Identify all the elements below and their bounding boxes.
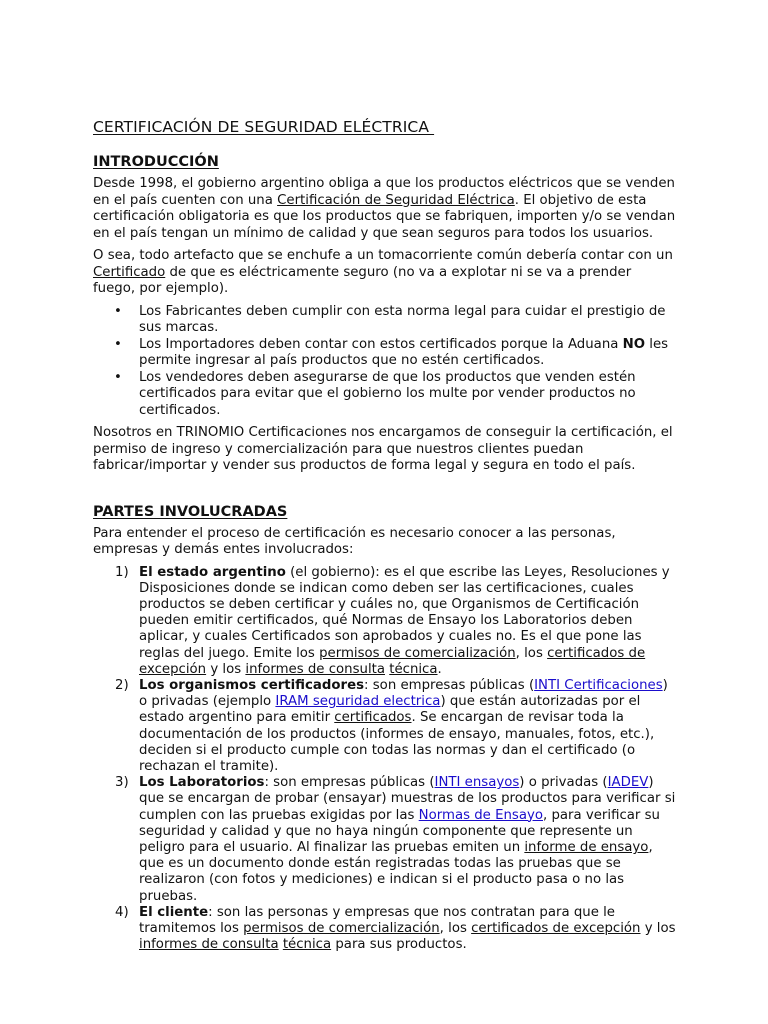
bullet-icon: • xyxy=(114,303,122,319)
certificacion-link[interactable]: Certificación de Seguridad Eléctrica xyxy=(277,192,515,208)
informe-de-ensayo-link[interactable]: informe de ensayo xyxy=(524,839,649,855)
list-item-cliente: 4) El cliente: son las personas y empresas que nos contratan para que le tramitemos los permisos de comercialización, los certificados de excepción y los informes de consulta técnica para sus productos. xyxy=(115,904,676,953)
intro-paragraph-3: Nosotros en TRINOMIO Certificaciones nos encargamos de conseguir la certificación, el permiso de ingreso y comercialización para que nuestros clientes puedan fabricar/importar y vender sus productos de forma legal y segura en todo el país. xyxy=(93,425,673,473)
informes-link[interactable]: informes de consulta xyxy=(139,937,279,953)
inti-certificaciones-link[interactable]: INTI Certificaciones xyxy=(534,677,663,693)
intro-heading: INTRODUCCIÓN xyxy=(93,154,219,170)
list-item: • Los Importadores deben contar con estos certificados porque la Aduana NO les permite ingresar al país productos que no estén certificados. xyxy=(114,336,669,368)
permisos-link[interactable]: permisos de comercialización xyxy=(319,645,516,661)
intro-paragraph-1: Desde 1998, el gobierno argentino obliga a que los productos eléctricos que se venden en el país cuenten con una Certificación de Seguridad Eléctrica. El objetivo de esta certificación obligatoria es que los productos que se fabriquen, importen y/o se vendan en el país tengan un mínimo de calidad y que sean seguros para todos los usuarios. xyxy=(93,176,676,241)
tecnica-link[interactable]: técnica xyxy=(282,937,332,953)
list-item-laboratorios: 3) Los Laboratorios: son empresas públicas (INTI ensayos) o privadas (IADEV) que se encargan de probar (ensayar) muestras de los productos para verificar si cumplen con las pruebas exigidas por las Normas de Ensayo, para verificar su seguridad y calidad y que no haya ningún componente que represente un peligro para el usuario. Al finalizar las pruebas emiten un informe de ensayo, que es un documento donde están registradas todas las pruebas que se realizaron (con fotos y mediciones) e indican si el producto pasa o no las pruebas. xyxy=(115,775,676,904)
certificados-link[interactable]: certificados xyxy=(334,710,412,726)
certificado-link[interactable]: Certificado xyxy=(93,264,166,280)
excepcion-link[interactable]: certificados de excepción xyxy=(471,920,641,936)
bullet-icon: • xyxy=(114,336,122,352)
excepcion-link[interactable]: certificados de excepción xyxy=(139,645,646,677)
tecnica-link[interactable]: técnica xyxy=(389,661,438,677)
partes-numbered-list xyxy=(93,565,676,954)
inti-ensayos-link[interactable]: INTI ensayos xyxy=(434,775,520,791)
list-item: • Los vendedores deben asegurarse de que los productos que venden estén certificados para evitar que el gobierno los multe por vender productos no certificados. xyxy=(114,369,636,418)
permisos-link[interactable]: permisos de comercialización xyxy=(243,920,440,936)
normas-de-ensayo-link[interactable]: Normas de Ensayo xyxy=(418,807,543,823)
document-title: CERTIFICACIÓN DE SEGURIDAD ELÉCTRICA xyxy=(93,118,435,136)
list-item-organismos: 2) Los organismos certificadores: son empresas públicas (INTI Certificaciones) o privadas (ejemplo IRAM seguridad electrica) que están autorizadas por el estado argentino para emitir certificados. Se encargan de revisar toda la documentación de los productos (informes de ensayo, manuales, fotos, etc.), deciden si el producto cumple con todas las normas y dan el certificado (o rechazan el tramite). xyxy=(115,677,668,774)
list-item-estado: 1) El estado argentino (el gobierno): es el que escribe las Leyes, Resoluciones y Disposiciones donde se indican como deben ser las certificaciones, cuales productos se deben certificar y cuáles no, que Organismos de Certificación pueden emitir certificados, qué Normas de Ensayo los Laboratorios deben aplicar, y cuales Certificados son aprobados y cuales no. Es el que pone las reglas del juego. Emite los permisos de comercialización, los certificados de excepción y los informes de consulta técnica. xyxy=(115,564,670,677)
list-item: • Los Fabricantes deben cumplir con esta norma legal para cuidar el prestigio de sus marcas. xyxy=(114,303,666,335)
intro-paragraph-2: O sea, todo artefacto que se enchufe a un tomacorriente común debería contar con un Certificado de que es eléctricamente seguro (no va a explotar ni se va a prender fuego, por ejemplo). xyxy=(93,248,673,296)
stakeholder-bullet-list xyxy=(93,304,676,420)
bullet-icon: • xyxy=(114,369,122,385)
iram-link[interactable]: IRAM seguridad electrica xyxy=(275,694,441,710)
partes-intro: Para entender el proceso de certificación es necesario conocer a las personas, empresas y demás entes involucrados: xyxy=(93,525,616,557)
informes-link[interactable]: informes de consulta xyxy=(245,661,385,677)
iadev-link[interactable]: IADEV xyxy=(607,775,649,791)
partes-heading: PARTES INVOLUCRADAS xyxy=(93,503,288,520)
